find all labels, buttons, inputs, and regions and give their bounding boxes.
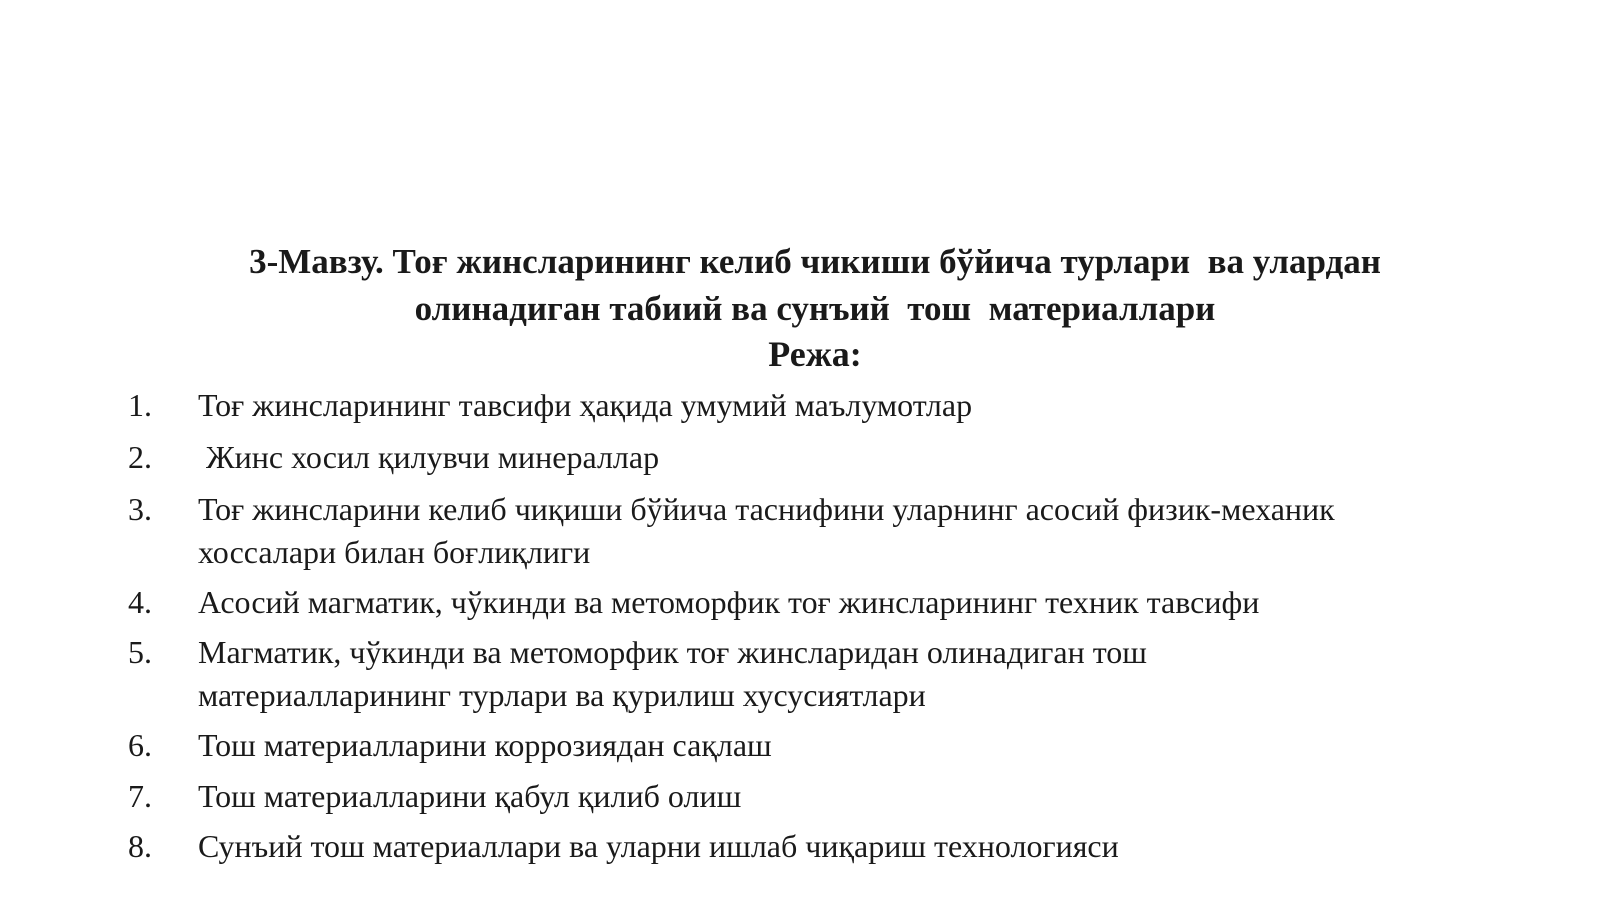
item-text [198,775,1568,818]
item-text [198,631,1568,717]
plan-item-7 [128,775,1568,818]
item-text-line: хоссалари билан боғлиқлиги [198,534,591,570]
plan-item-6 [128,724,1568,767]
item-number: 1. [128,387,152,423]
item-number: 7. [128,778,152,814]
title-line-2: олинадиган табиий ва сунъий тош материаллари [414,289,1216,328]
item-number: 8. [128,828,152,864]
item-number: 3. [128,491,152,527]
plan-item-1 [128,384,1568,427]
plan-item-4 [128,581,1568,624]
item-text-line: Жинс хосил қилувчи минераллар [198,439,660,475]
item-number: 6. [128,727,152,763]
item-text-line: Асосий магматик, чўкинди ва метоморфик тоғ жинсларининг техник тавсифи [198,584,1260,620]
item-text-line: Магматик, чўкинди ва метоморфик тоғ жинсларидан олинадиган тош [198,634,1147,670]
item-text-line: Тош материалларини коррозиядан сақлаш [198,727,772,763]
slide-title [150,238,1480,332]
plan-item-2 [128,436,1568,479]
item-text-line: Тоғ жинсларини келиб чиқиши бўйича таснифини уларнинг асосий физик-механик [198,491,1335,527]
item-text [198,581,1568,624]
item-text-line: Тош материалларини қабул қилиб олиш [198,778,742,814]
item-text-line: материалларининг турлари ва қурилиш хусусиятлари [198,677,926,713]
item-number: 2. [128,439,152,475]
title-line-1: 3-Мавзу. Тоғ жинсларининг келиб чикиши бўйича турлари ва улардан [249,242,1381,281]
item-text [198,488,1568,574]
item-text-line: Тоғ жинсларининг тавсифи ҳақида умумий маълумотлар [198,387,973,423]
item-text [198,384,1568,427]
item-number: 5. [128,634,152,670]
plan-item-3 [128,488,1568,574]
plan-item-8 [128,825,1568,868]
item-text [198,825,1568,868]
plan-item-5 [128,631,1568,717]
plan-heading: Режа: [768,334,862,374]
item-number: 4. [128,584,152,620]
item-text [198,436,1568,479]
item-text [198,724,1568,767]
item-text-line: Сунъий тош материаллари ва уларни ишлаб чиқариш технологияси [198,828,1119,864]
